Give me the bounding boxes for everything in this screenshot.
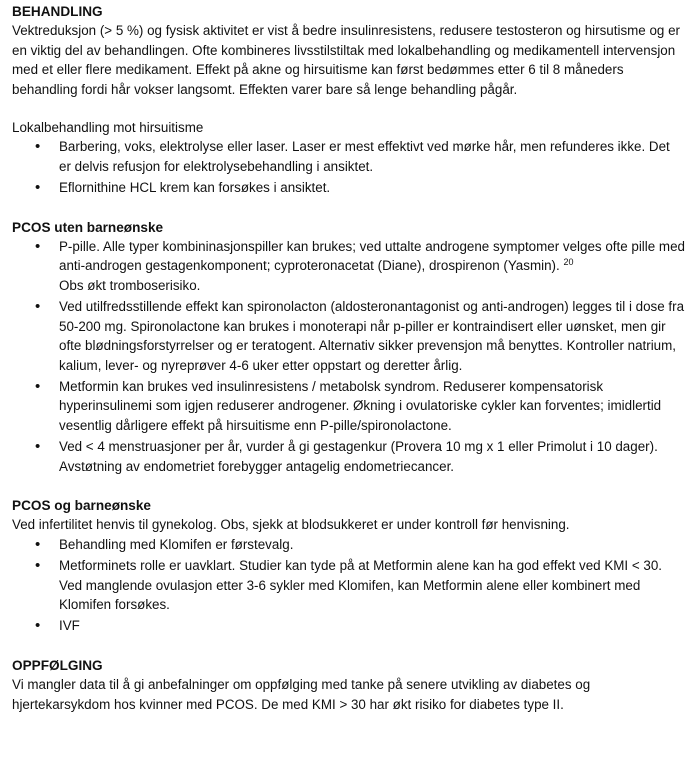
oppfolging-heading: OPPFØLGING <box>12 657 103 673</box>
list-item: • IVF <box>12 616 685 635</box>
list-item <box>12 237 685 295</box>
p-pille-text: P-pille. Alle typer kombininasjonspiller kan brukes; ved uttalte androgene symptomer velges ofte pille med anti-androgen gestagenkomponent; cyproteronacetat (Diane), drospirenon (Yasmin). <box>59 239 685 274</box>
med-list <box>12 535 685 636</box>
list-item: • Barbering, voks, elektrolyse eller laser. Laser er mest effektivt ved mørke hår, men refunderes ikke. Det er delvis refusjon for elektrolysebehandling i ansiktet. <box>12 137 685 176</box>
list-item: • Metforminets rolle er uavklart. Studier kan tyde på at Metformin alene kan ha god effekt ved KMI < 30. Ved manglende ovulasjon etter 3-6 sykler med Klomifen, kan Metformin alene eller kombinert med Klomifen forsøkes. <box>12 556 685 614</box>
uten-list <box>12 237 685 476</box>
list-item: • Metformin kan brukes ved insulinresistens / metabolsk syndrom. Reduserer kompensatorisk hyperinsulinemi som igjen reduserer androgener. Økning i ovulatoriske cykler kan forventes; imidlertid vesentlig dårligere effekt på hirsuitisme enn P-pille/spironolactone. <box>12 377 685 435</box>
list-item: • Eflornithine HCL krem kan forsøkes i ansiktet. <box>12 178 685 197</box>
med-heading: PCOS og barneønske <box>12 497 151 513</box>
p-pille-note: Obs økt tromboserisiko. <box>59 277 201 293</box>
lokal-list <box>12 137 685 197</box>
list-item: • Behandling med Klomifen er førstevalg. <box>12 535 685 554</box>
uten-heading: PCOS uten barneønske <box>12 219 164 235</box>
reference-number: 20 <box>563 257 574 268</box>
oppfolging-text: Vi mangler data til å gi anbefalninger om oppfølging med tanke på senere utvikling av diabetes og hjertekarsykdom hos kvinner med PCOS. De med KMI > 30 har økt risiko for diabetes type II. <box>12 677 591 712</box>
behandling-heading: BEHANDLING <box>12 4 103 19</box>
list-item: • Ved < 4 menstruasjoner per år, vurder å gi gestagenkur (Provera 10 mg x 1 eller Primolut i 10 dager). Avstøtning av endometriet forebygger antagelig endometriecancer. <box>12 437 685 476</box>
list-item: • Ved utilfredsstillende effekt kan spironolacton (aldosteronantagonist og anti-androgen) legges til i dose fra 50-200 mg. Spironolactone kan brukes i monoterapi når p-piller er kontraindisert eller uønsket, men gir ofte blødningsforstyrrelser og er teratogent. Alternativ sikker prevensjon må benyttes. Kontroller natrium, kalium, lever- og nyreprøver 4-6 uker etter oppstart og deretter årlig. <box>12 297 685 375</box>
behandling-text: Vektreduksjon (> 5 %) og fysisk aktivitet er vist å bedre insulinresistens, redusere testosteron og hirsutisme og er en viktig del av behandlingen. Ofte kombineres livsstilstiltak med lokalbehandling og medikamentell intervensjon med et eller flere medikament. Effekt på akne og hirsuitisme kan først bedømmes etter 6 til 8 måneders behandling fordi hår vokser langsomt. Effekten varer bare så lenge behandling pågår. <box>12 23 680 97</box>
med-text: Ved infertilitet henvis til gynekolog. Obs, sjekk at blodsukkeret er under kontroll før henvisning. <box>12 517 570 533</box>
lokal-heading: Lokalbehandling mot hirsuitisme <box>12 120 204 136</box>
